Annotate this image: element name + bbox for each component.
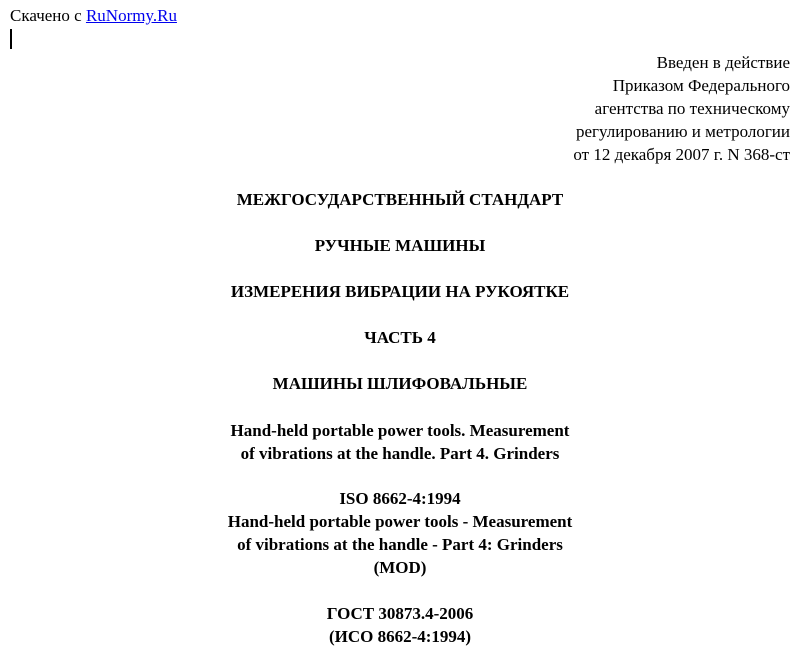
- enactment-line: регулированию и метрологии: [575, 122, 790, 141]
- enactment-note: [573, 51, 790, 166]
- text-cursor: [10, 29, 12, 49]
- enactment-line: Приказом Федерального: [612, 76, 790, 95]
- main-title: РУЧНЫЕ МАШИНЫ: [314, 236, 486, 255]
- part-heading: [0, 326, 796, 349]
- designation: [0, 602, 796, 648]
- enactment-line: от 12 декабря 2007 г. N 368-ст: [573, 145, 790, 164]
- subtitle-heading: [0, 280, 796, 303]
- standard-type-heading: [0, 188, 796, 211]
- subtitle: ИЗМЕРЕНИЯ ВИБРАЦИИ НА РУКОЯТКЕ: [230, 282, 570, 301]
- standard-type: МЕЖГОСУДАРСТВЕННЫЙ СТАНДАРТ: [236, 190, 564, 209]
- iso-modification: (MOD): [373, 558, 427, 577]
- part-title-heading: [0, 372, 796, 395]
- iso-code: ISO 8662-4:1994: [339, 489, 461, 508]
- source-link[interactable]: RuNormy.Ru: [85, 6, 177, 25]
- enactment-line: агентства по техническому: [594, 99, 790, 118]
- part-title: МАШИНЫ ШЛИФОВАЛЬНЫЕ: [272, 374, 528, 393]
- english-title: [0, 419, 796, 465]
- main-title-heading: [0, 234, 796, 257]
- source-line: [10, 6, 177, 26]
- iso-title-line: Hand-held portable power tools - Measurement: [227, 512, 573, 531]
- source-prefix: Скачено с: [10, 6, 86, 25]
- part-number: ЧАСТЬ 4: [364, 328, 436, 347]
- iso-number-ru: (ИСО 8662-4:1994): [328, 627, 472, 646]
- iso-title-line: of vibrations at the handle - Part 4: Grinders: [237, 535, 563, 554]
- iso-reference: [0, 487, 796, 579]
- english-title-line: of vibrations at the handle. Part 4. Grinders: [240, 444, 560, 463]
- gost-number: ГОСТ 30873.4-2006: [326, 604, 474, 623]
- enactment-line: Введен в действие: [656, 53, 790, 72]
- english-title-line: Hand-held portable power tools. Measurement: [230, 421, 570, 440]
